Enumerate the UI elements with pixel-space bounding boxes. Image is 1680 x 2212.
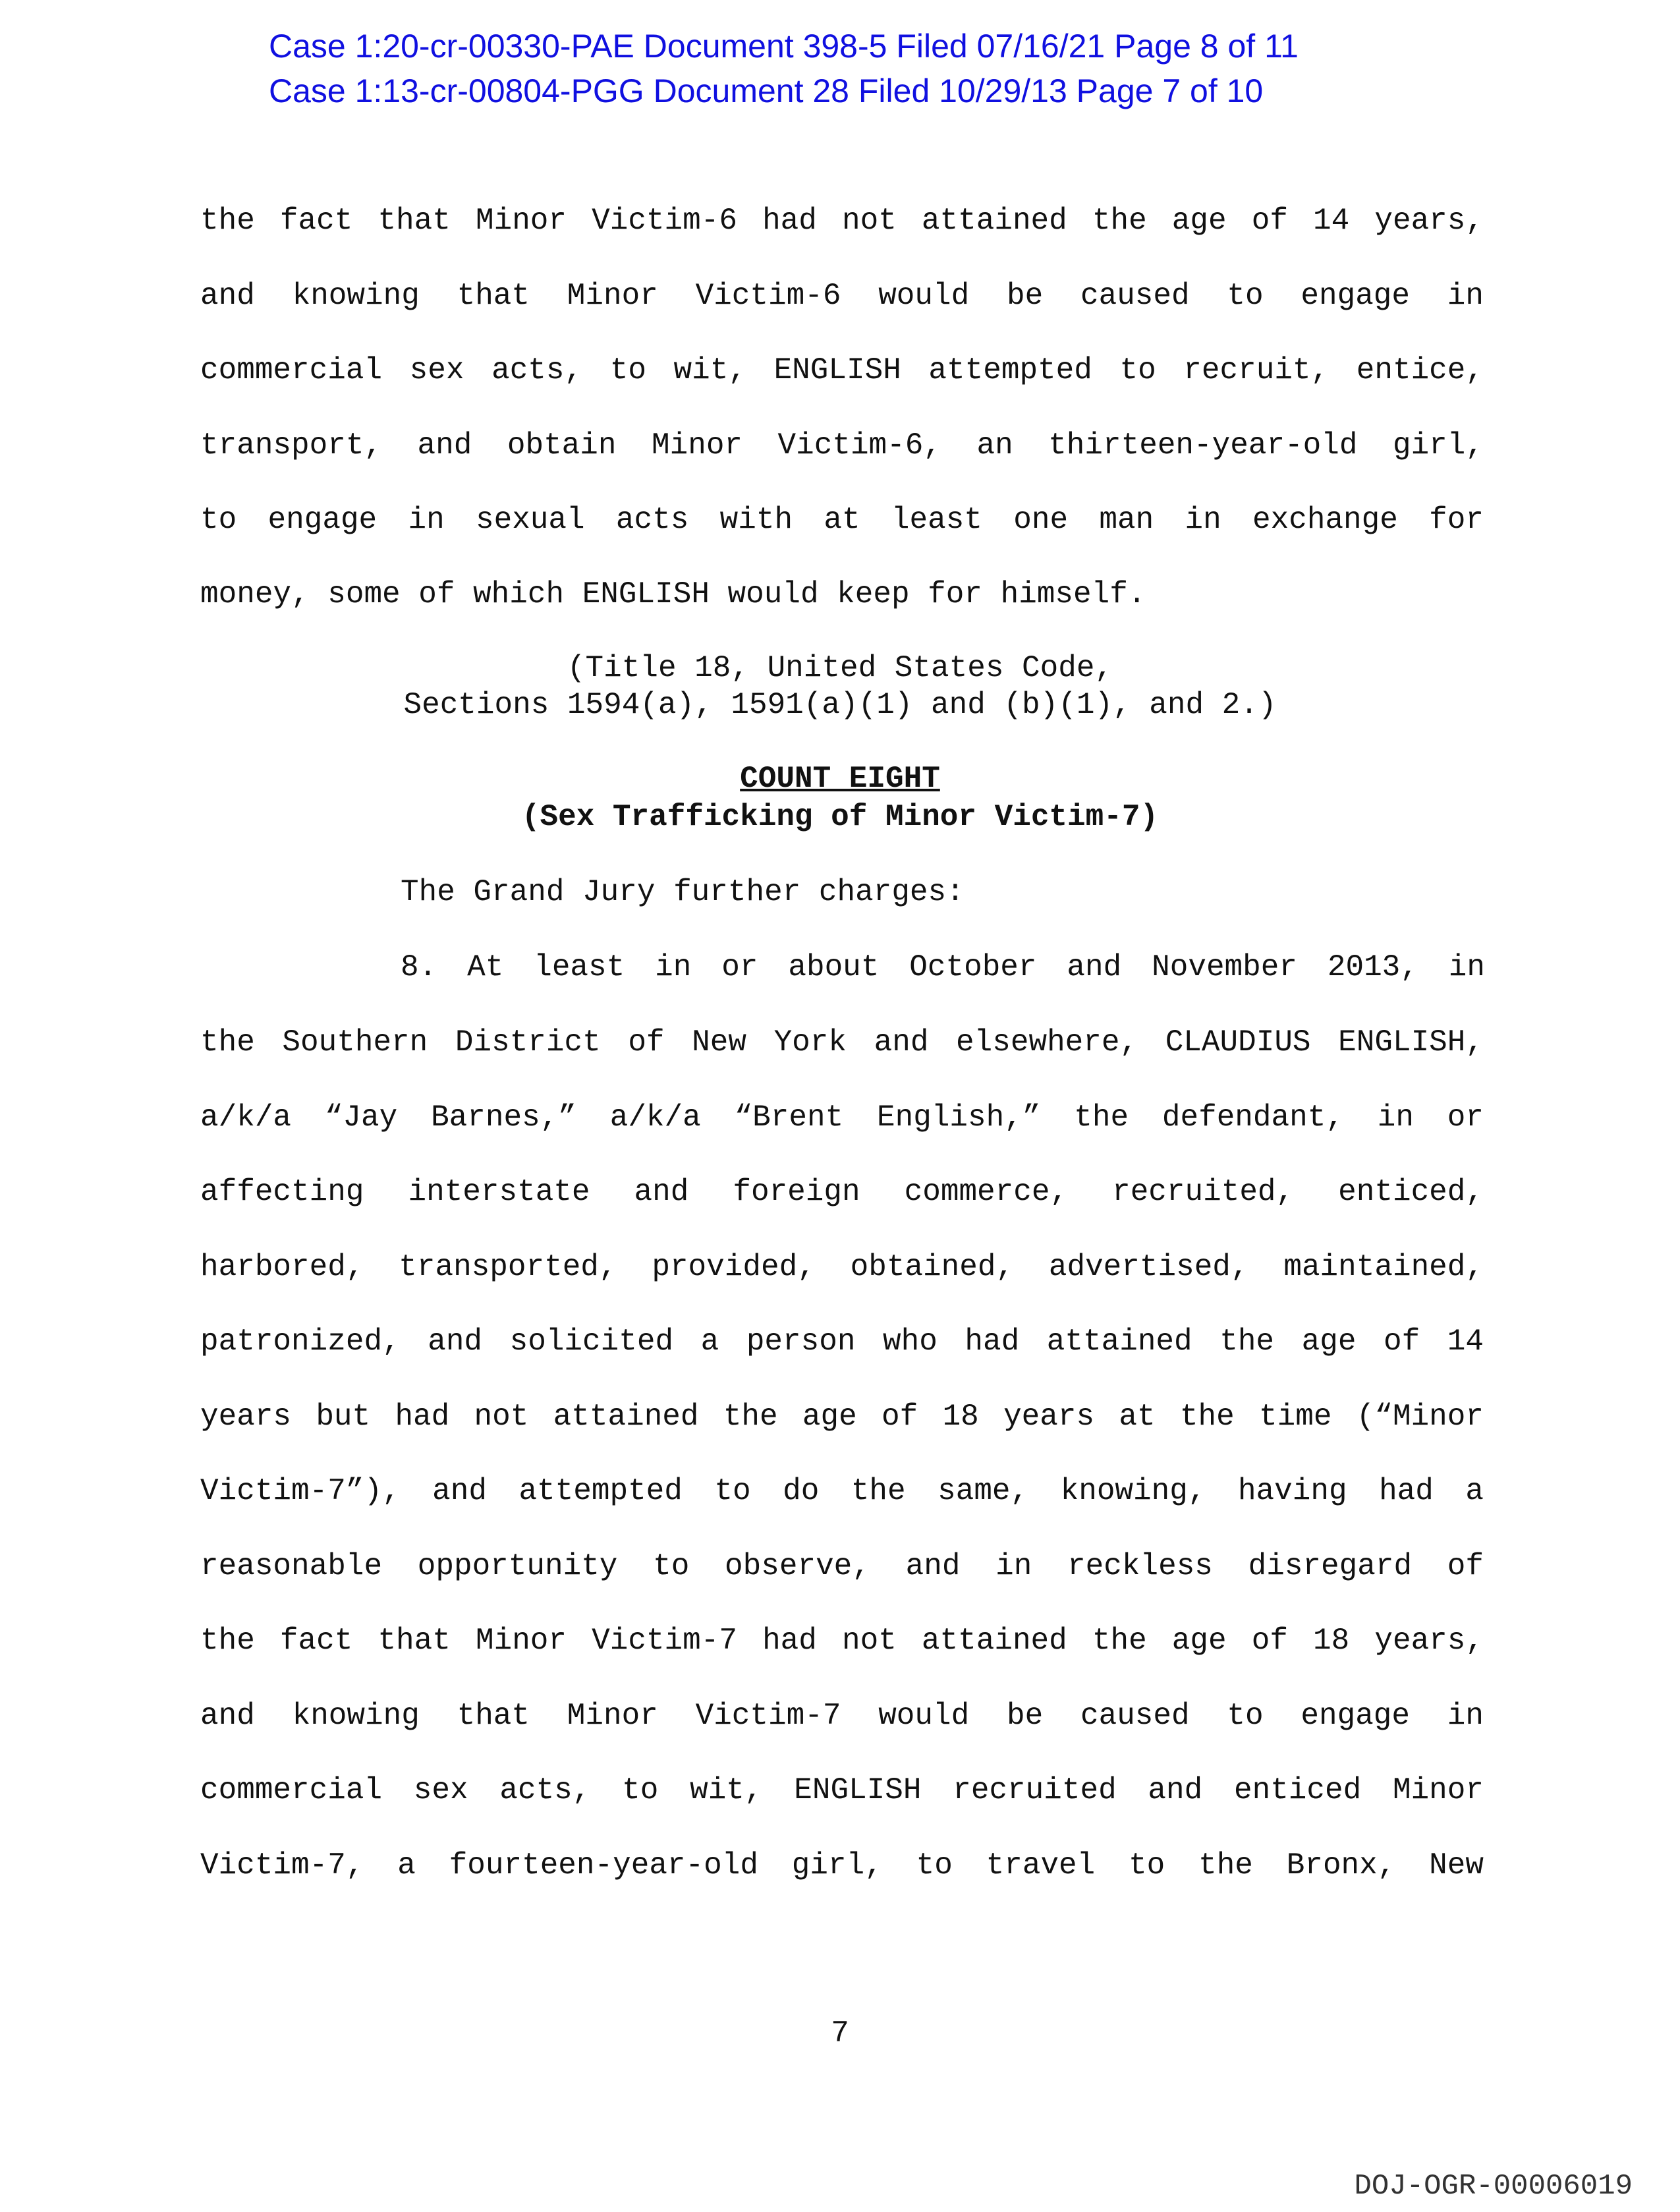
paragraph-line [200,1771,1484,1810]
paragraph-line [200,1696,1484,1736]
paragraph-8-first-text: 8. At least in or about October and November 2013, in [401,950,1485,984]
paragraph-line [200,1621,1484,1660]
paragraph-line [200,1322,1484,1361]
paragraph-line-text: the fact that Minor Victim-7 had not attained the age of 18 years, [200,1624,1484,1658]
paragraph-line-text: Victim-7, a fourteen-year-old girl, to travel to the Bronx, New [200,1848,1484,1883]
paragraph-line-text: the Southern District of New York and elsewhere, CLAUDIUS ENGLISH, [200,1025,1484,1060]
paragraph-line-text: commercial sex acts, to wit, ENGLISH attempted to recruit, entice, [200,353,1484,387]
paragraph-line-text: transport, and obtain Minor Victim-6, an thirteen-year-old girl, [200,428,1484,463]
paragraph-line-text: to engage in sexual acts with at least one man in exchange for [200,503,1484,537]
paragraph-line-text: commercial sex acts, to wit, ENGLISH recruited and enticed Minor [200,1773,1484,1807]
citation-line-2: Sections 1594(a), 1591(a)(1) and (b)(1), and 2.) [403,688,1277,722]
intro-line: The Grand Jury further charges: [401,875,965,909]
paragraph-8-first-line [401,948,1485,987]
paragraph-line-text: years but had not attained the age of 18 years at the time (“Minor [200,1399,1484,1434]
paragraph-line [200,1023,1484,1062]
paragraph-line: money, some of which ENGLISH would keep for himself. [200,577,1146,611]
case-header-stamp: Case 1:20-cr-00330-PAE Document 398-5 Filed 07/16/21 Page 8 of 11 [269,28,1299,65]
paragraph-line [200,1172,1484,1212]
paragraph-line [200,500,1484,540]
paragraph-line-text: Victim-7”), and attempted to do the same, knowing, having had a [200,1474,1484,1508]
count-subtitle: (Sex Trafficking of Minor Victim-7) [521,800,1159,834]
paragraph-line [200,426,1484,465]
paragraph-line [200,1546,1484,1586]
paragraph-line-text: harbored, transported, provided, obtained, advertised, maintained, [200,1249,1484,1284]
bates-number: DOJ-OGR-00006019 [1354,2170,1633,2203]
paragraph-line [200,351,1484,390]
citation-line-1: (Title 18, United States Code, [567,651,1113,685]
case-header-stamp-secondary: Case 1:13-cr-00804-PGG Document 28 Filed 10/29/13 Page 7 of 10 [269,72,1264,109]
paragraph-line-text: affecting interstate and foreign commerce, recruited, enticed, [200,1175,1484,1209]
paragraph-line [200,201,1484,241]
paragraph-line [200,1846,1484,1885]
paragraph-line-text: reasonable opportunity to observe, and in reckless disregard of [200,1548,1484,1583]
paragraph-line-text: a/k/a “Jay Barnes,” a/k/a “Brent English,” the defendant, in or [200,1100,1484,1135]
paragraph-line [200,1471,1484,1511]
paragraph-line-text: patronized, and solicited a person who had attained the age of 14 [200,1324,1484,1359]
paragraph-line [200,276,1484,316]
paragraph-line [200,1098,1484,1137]
page-number: 7 [831,2016,849,2051]
paragraph-line [200,1247,1484,1287]
paragraph-line-text: the fact that Minor Victim-6 had not attained the age of 14 years, [200,204,1484,238]
paragraph-line-text: and knowing that Minor Victim-7 would be caused to engage in [200,1698,1484,1733]
paragraph-line [200,1397,1484,1436]
paragraph-line-text: and knowing that Minor Victim-6 would be caused to engage in [200,278,1484,313]
count-title: COUNT EIGHT [740,762,940,796]
